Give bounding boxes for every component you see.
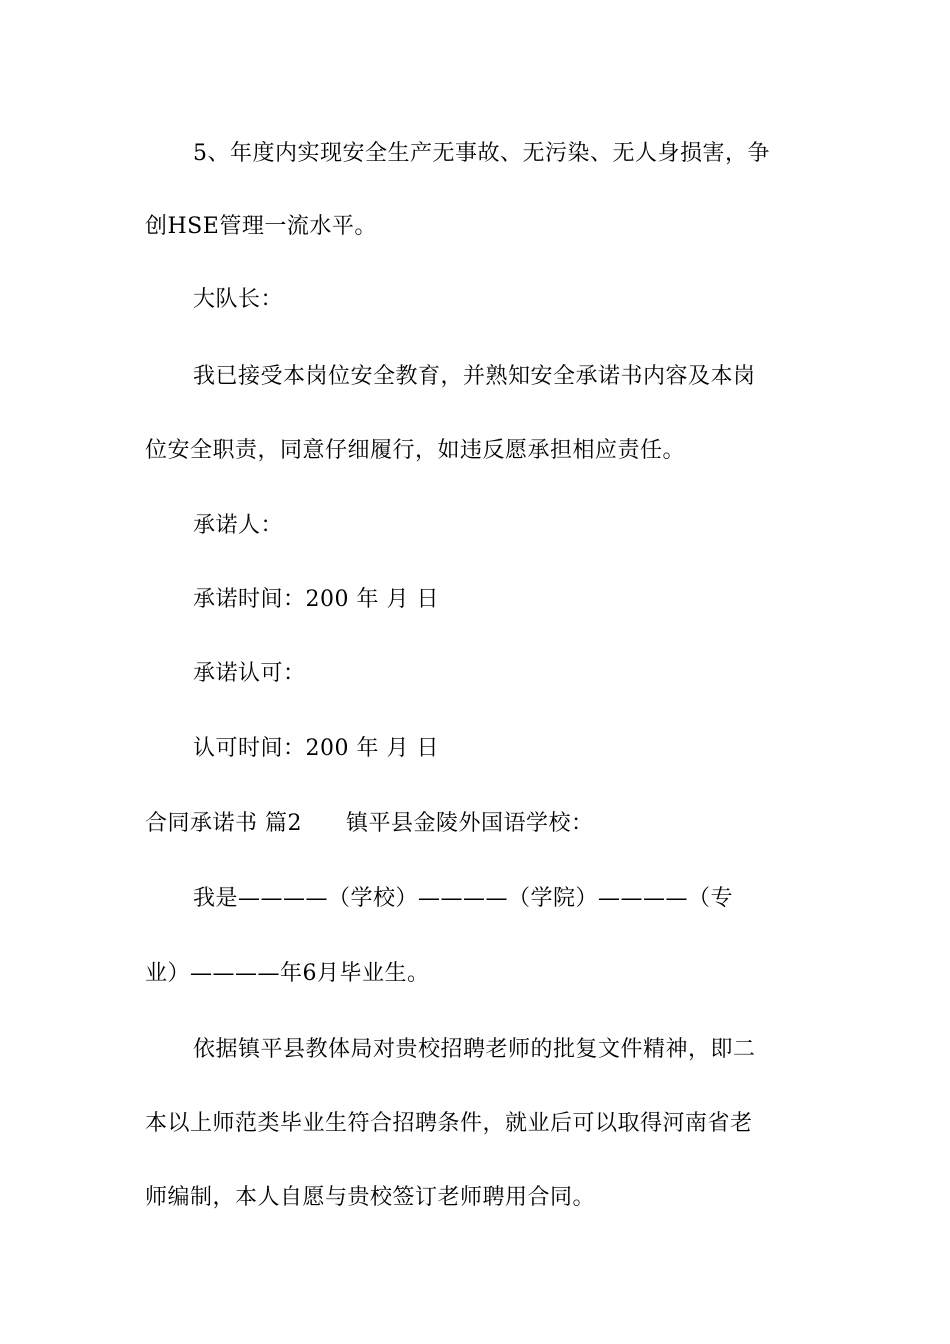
paragraph-line: 本以上师范类毕业生符合招聘条件，就业后可以取得河南省老 (145, 1111, 753, 1136)
approval-date-label: 认可时间：200 年 月 日 (193, 736, 439, 761)
signer-label: 承诺人： (193, 513, 284, 538)
section-heading: 合同承诺书 篇2 (145, 811, 302, 836)
paragraph-line: 我已接受本岗位安全教育，并熟知安全承诺书内容及本岗 (193, 364, 756, 389)
paragraph-line: 位安全职责，同意仔细履行，如违反愿承担相应责任。 (145, 438, 686, 463)
paragraph-line: 师编制，本人自愿与贵校签订老师聘用合同。 (145, 1185, 596, 1210)
paragraph-line: 创HSE管理一流水平。 (145, 214, 377, 239)
role-label-captain: 大队长： (193, 287, 284, 312)
paragraph-line: 业）————年6月毕业生。 (145, 961, 430, 986)
addressee: 镇平县金陵外国语学校： (346, 811, 594, 836)
paragraph-line: 我是————（学校）————（学院）————（专 (193, 886, 734, 911)
sign-date-label: 承诺时间：200 年 月 日 (193, 587, 439, 612)
paragraph-line: 依据镇平县教体局对贵校招聘老师的批复文件精神，即二 (193, 1037, 756, 1062)
paragraph-line: 5、年度内实现安全生产无事故、无污染、无人身损害，争 (193, 141, 770, 166)
approval-label: 承诺认可： (193, 661, 306, 686)
section-heading-line (145, 809, 810, 839)
